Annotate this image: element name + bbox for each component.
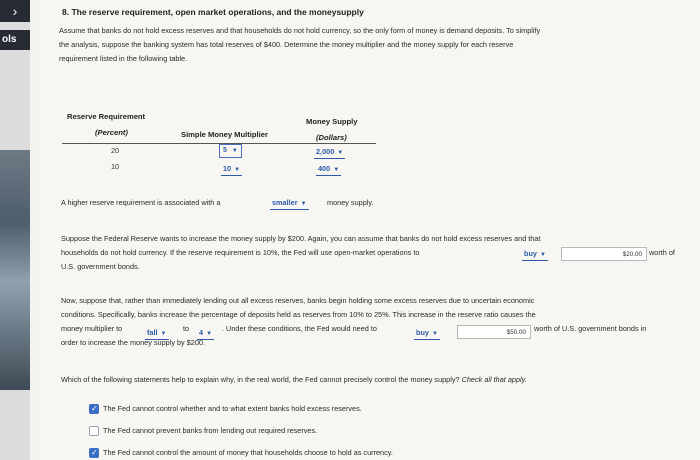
chevron-down-icon: ▼ [431,331,438,337]
excess-line: order to increase the money supply by $200. [61,338,205,347]
question-panel [40,0,700,460]
fed-need-value: buy [416,328,429,337]
excess-line: Now, suppose that, rather than immediately lending out all excess reserves, banks begin holding some excess reserves due to uncertain economic [61,296,535,305]
to-word: to [183,324,190,333]
chevron-down-icon: ▼ [231,148,238,154]
fed-line: U.S. government bonds. [61,262,140,271]
col-multiplier-header: Simple Money Multiplier [181,130,268,139]
fed-paragraph [61,232,540,274]
multiplier-change-dropdown[interactable] [145,328,169,340]
new-multiplier-value: 4 [199,328,204,337]
higher-rr-value: smaller [272,198,298,207]
col-supply-sub: (Dollars) [316,133,347,142]
row2-supply-dropdown[interactable] [316,164,341,176]
fed-worth-of: worth of [649,248,675,257]
excess-amount-input[interactable]: $50.00 [457,325,531,339]
fed-action-dropdown[interactable] [522,249,548,261]
intro-line: the analysis, suppose the banking system has total reserves of $400. Determine the money multiplier and the money supply for each reserve [59,40,514,49]
new-multiplier-dropdown[interactable] [197,328,214,340]
row2-supply-value: 400 [318,164,331,173]
sidebar-image [0,150,30,390]
row1-supply-value: 2,000 [316,147,335,156]
row2-multiplier-dropdown[interactable] [221,164,242,176]
intro-line: Assume that banks do not hold excess reserves and that households do not hold currency, so the only form of money is demand deposits. To simplify [59,26,541,35]
row1-multiplier-dropdown[interactable] [219,144,242,158]
excess-suffix: worth of U.S. government bonds in [534,324,647,333]
higher-rr-prefix: A higher reserve requirement is associated with a [61,198,221,207]
chevron-down-icon: ▼ [300,201,307,207]
mc-prompt-hint: Check all that apply. [461,375,527,384]
row1-supply-dropdown[interactable] [314,147,345,159]
fed-line: Suppose the Federal Reserve wants to increase the money supply by $200. Again, you can assume that banks do not hold excess reserves and that [61,234,541,243]
row1-multiplier-value: 5 [223,147,227,154]
excess-mid-text: . Under these conditions, the Fed would need to [222,324,377,333]
col-supply-header: Money Supply [306,117,358,126]
chevron-down-icon: ▼ [539,252,546,258]
higher-rr-sentence [61,196,220,210]
row1-reserve: 20 [111,146,120,155]
col-reserve-sub: (Percent) [95,128,128,137]
chevron-down-icon: ▼ [206,331,213,337]
higher-rr-suffix: money supply. [327,198,374,207]
chevron-down-icon: ▼ [333,167,340,173]
chevron-down-icon: ▼ [160,331,167,337]
excess-line: money multiplier to [61,324,123,333]
excess-line: conditions. Specifically, banks increase the percentage of deposits held as reserves from 10% to 25%. This increase in the reserve ratio causes the [61,310,536,319]
option-3-label[interactable]: The Fed cannot control the amount of money that households choose to hold as currency. [103,448,393,457]
option-2-label[interactable]: The Fed cannot prevent banks from lending out required reserves. [103,426,318,435]
multiplier-change-value: fall [147,328,158,337]
row2-multiplier-value: 10 [223,164,232,173]
fed-need-dropdown[interactable] [414,328,440,340]
intro-line: requirement listed in the following table. [59,54,188,63]
mc-prompt [61,373,527,387]
row2-reserve: 10 [111,162,120,171]
fed-line: households do not hold currency. If the reserve requirement is 10%, the Fed will use open-market operations to [61,248,420,257]
option-3-checkbox[interactable] [89,448,99,458]
option-1-label[interactable]: The Fed cannot control whether and to what extent banks hold excess reserves. [103,404,362,413]
mc-prompt-text: Which of the following statements help to explain why, in the real world, the Fed cannot precisely control the money supply? [61,375,460,384]
col-reserve-header: Reserve Requirement [67,112,146,121]
sidebar-tools-label[interactable]: ols [0,30,30,50]
sidebar [0,0,30,460]
option-2-checkbox[interactable] [89,426,99,436]
option-1-checkbox[interactable] [89,404,99,414]
intro-paragraph [59,24,540,66]
chevron-down-icon: ▼ [234,167,241,173]
fed-action-value: buy [524,249,537,258]
higher-rr-dropdown[interactable] [270,198,309,210]
fed-amount-input[interactable]: $20.00 [561,247,647,261]
chevron-down-icon: ▼ [337,150,344,156]
collapse-chevron-icon[interactable]: › [0,0,30,22]
question-title: 8. The reserve requirement, open market operations, and the moneysupply [62,7,364,17]
